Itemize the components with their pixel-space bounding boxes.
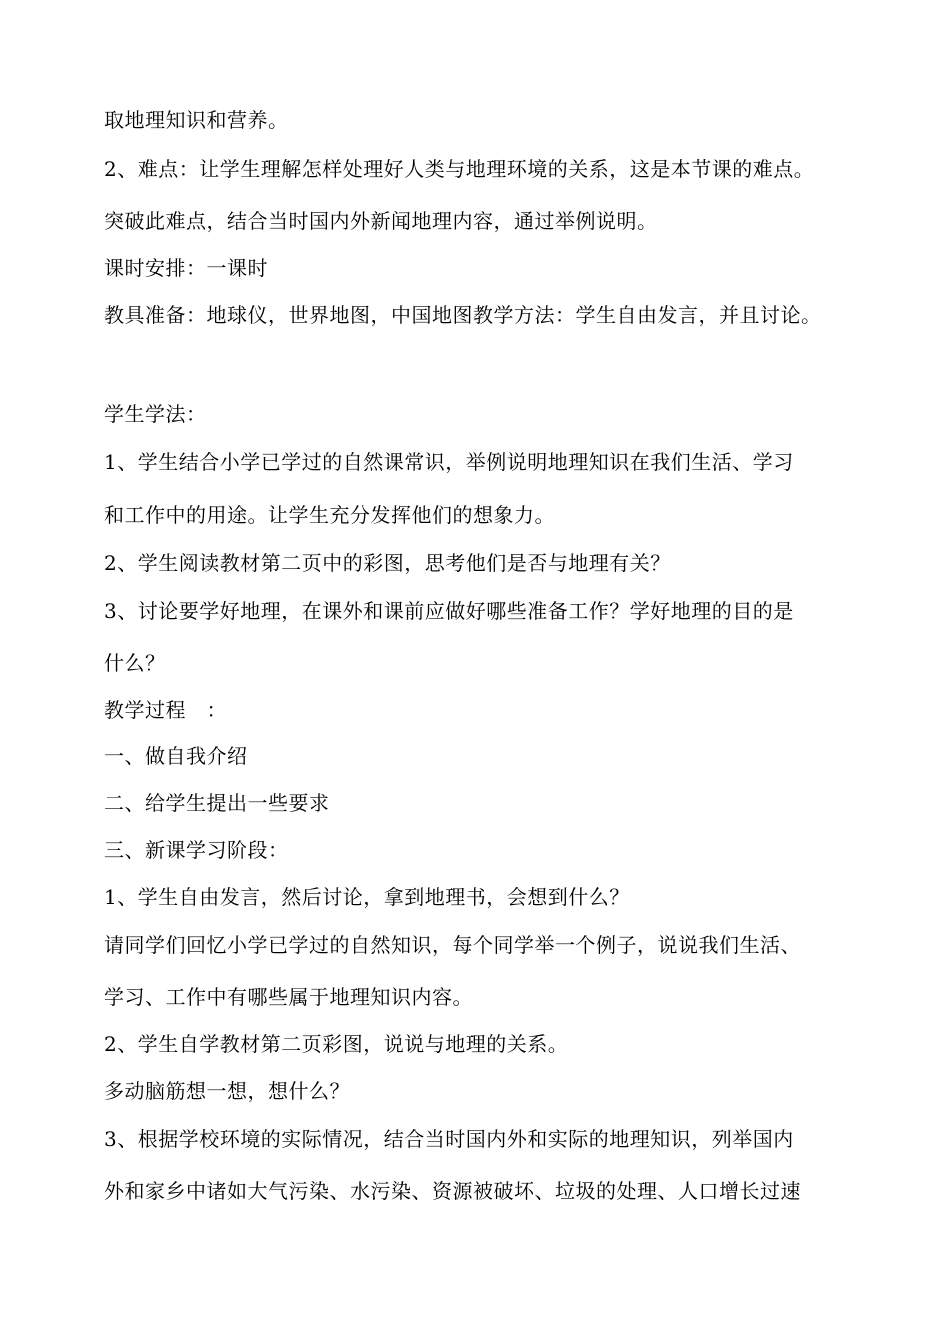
text-line: 三、新课学习阶段： <box>104 838 289 862</box>
text-line: 学习、工作中有哪些属于地理知识内容。 <box>104 985 473 1009</box>
text-line: 什么？ <box>104 651 166 675</box>
text-line: 多动脑筋想一想，想什么？ <box>104 1079 350 1103</box>
section-heading: 学生学法： <box>104 402 207 426</box>
text-line: 1、学生自由发言，然后讨论，拿到地理书，会想到什么？ <box>104 885 630 909</box>
text-line: 外和家乡中诸如大气污染、水污染、资源被破坏、垃圾的处理、人口增长过速 <box>104 1179 801 1203</box>
text-line: 3、根据学校环境的实际情况，结合当时国内外和实际的地理知识，列举国内 <box>104 1127 794 1151</box>
text-line: 一、做自我介绍 <box>104 744 248 768</box>
text-line: 教具准备：地球仪，世界地图，中国地图教学方法：学生自由发言，并且讨论。 <box>104 303 822 327</box>
text-line: 2、学生自学教材第二页彩图，说说与地理的关系。 <box>104 1032 569 1056</box>
text-line: 和工作中的用途。让学生充分发挥他们的想象力。 <box>104 503 555 527</box>
text-line: 请同学们回忆小学已学过的自然知识，每个同学举一个例子，说说我们生活、 <box>104 933 801 957</box>
text-line: 2、学生阅读教材第二页中的彩图，思考他们是否与地理有关？ <box>104 551 671 575</box>
text-line: 1、学生结合小学已学过的自然课常识，举例说明地理知识在我们生活、学习 <box>104 450 794 474</box>
text-line: 取地理知识和营养。 <box>104 108 289 132</box>
text-line: 二、给学生提出一些要求 <box>104 791 330 815</box>
text-line: 突破此难点，结合当时国内外新闻地理内容，通过举例说明。 <box>104 209 658 233</box>
text-line: 3、讨论要学好地理，在课外和课前应做好哪些准备工作？学好地理的目的是 <box>104 599 794 623</box>
text-line: 课时安排：一课时 <box>104 256 268 280</box>
text-line: 2、难点：让学生理解怎样处理好人类与地理环境的关系，这是本节课的难点。 <box>104 157 815 181</box>
section-heading: 教学过程 ： <box>104 698 227 722</box>
